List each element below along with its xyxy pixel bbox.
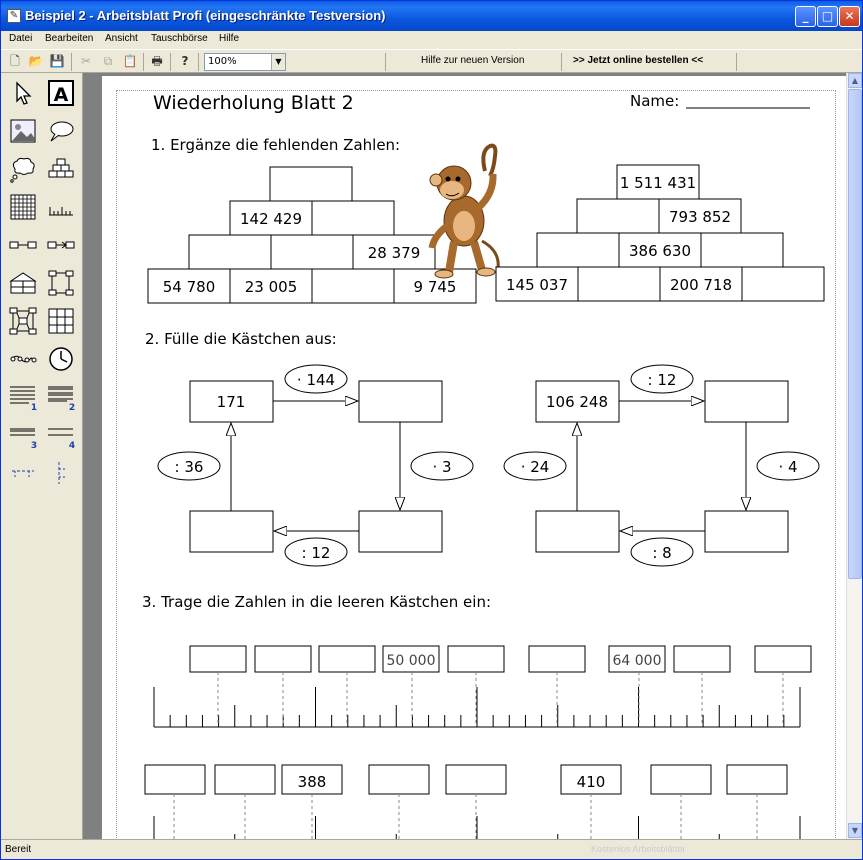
sheet-title: Wiederholung Blatt 2 — [153, 92, 354, 114]
scroll-up-icon[interactable]: ▲ — [848, 73, 862, 88]
text-tool-icon[interactable] — [47, 79, 75, 107]
pyramid-right-value: 793 852 — [668, 208, 732, 226]
task2-heading: 2. Fülle die Kästchen aus: — [145, 330, 337, 348]
pyramid-cell[interactable] — [578, 267, 660, 301]
horizontal-guide-tool-icon[interactable] — [9, 459, 37, 487]
pyramid-right-value: 386 630 — [628, 242, 692, 260]
pyramid-left-value: 28 379 — [367, 244, 421, 262]
cycle-right — [504, 365, 819, 566]
pyramid-left-value: 142 429 — [239, 210, 303, 228]
number-box[interactable] — [190, 646, 246, 672]
lines-3-tool-icon[interactable] — [9, 421, 37, 449]
zoom-value: 100% — [208, 56, 237, 67]
pyramid-cell[interactable] — [270, 167, 352, 201]
toolbar — [1, 49, 862, 73]
number-box[interactable] — [448, 646, 504, 672]
pyramid-cell[interactable] — [189, 235, 271, 269]
number-box[interactable] — [651, 765, 711, 794]
cycle-box[interactable] — [359, 381, 442, 422]
number-box-value: 64 000 — [612, 653, 662, 669]
pyramid-cell[interactable] — [312, 201, 394, 235]
paste-icon[interactable]: 📋 — [122, 54, 138, 68]
number-box-value: 388 — [297, 773, 327, 791]
number-box[interactable] — [727, 765, 787, 794]
pyramid-right-value: 1 511 431 — [619, 174, 697, 192]
number-box[interactable] — [529, 646, 585, 672]
number-box[interactable] — [674, 646, 730, 672]
operator-label: : 8 — [652, 544, 672, 562]
app-icon[interactable]: ✎ — [7, 9, 21, 23]
save-icon[interactable]: 💾 — [49, 54, 65, 68]
close-button[interactable]: ✕ — [839, 6, 860, 27]
number-box-value: 410 — [576, 773, 606, 791]
grid-tool-icon[interactable] — [9, 193, 37, 221]
operator-label: : 12 — [301, 544, 331, 562]
cycle-box[interactable] — [705, 511, 788, 552]
print-icon[interactable]: 🖶 — [151, 54, 163, 68]
pyramid-right-value: 145 037 — [505, 276, 569, 294]
minimize-button[interactable]: _ — [795, 6, 816, 27]
status-text: Bereit — [5, 844, 32, 855]
chain-tool-icon[interactable] — [9, 345, 37, 373]
arrow-connector-tool-icon[interactable] — [47, 231, 75, 259]
title-bar[interactable] — [1, 1, 862, 31]
menu-datei[interactable]: Datei — [9, 33, 33, 44]
order-online-button[interactable]: >> Jetzt online bestellen << — [573, 55, 704, 66]
number-line-1 — [154, 646, 811, 727]
scroll-down-icon[interactable]: ▼ — [848, 823, 862, 838]
house-table-tool-icon[interactable] — [9, 269, 37, 297]
svg-text:1: 1 — [30, 403, 37, 411]
number-box[interactable] — [319, 646, 375, 672]
operator-label: · 24 — [520, 458, 550, 476]
connector-tool-icon[interactable] — [9, 231, 37, 259]
svg-text:4: 4 — [68, 441, 75, 449]
menu-hilfe[interactable]: Hilfe — [219, 33, 240, 44]
lines-4-tool-icon[interactable] — [47, 421, 75, 449]
cycle-box[interactable] — [190, 511, 273, 552]
pyramid-left-value: 9 745 — [413, 278, 457, 296]
cycle-start-value: 106 248 — [545, 393, 609, 411]
zoom-select[interactable] — [204, 53, 286, 71]
copy-icon[interactable]: ⧉ — [103, 54, 113, 68]
task3-heading: 3. Trage die Zahlen in die leeren Kästchen ein: — [142, 593, 492, 611]
cycle-box[interactable] — [705, 381, 788, 422]
pyramid-cell[interactable] — [577, 199, 659, 233]
worksheet-page[interactable] — [102, 76, 846, 839]
vertical-guide-tool-icon[interactable] — [47, 459, 75, 487]
number-line-tool-icon[interactable] — [47, 193, 75, 221]
number-box[interactable] — [215, 765, 275, 794]
name-label: Name: — [630, 92, 680, 110]
pyramid-cell[interactable] — [742, 267, 824, 301]
flow-diagram-tool-icon[interactable] — [47, 269, 75, 297]
svg-text:3: 3 — [30, 441, 37, 449]
menu-bearbeiten[interactable]: Bearbeiten — [45, 33, 94, 44]
svg-text:A: A — [53, 84, 69, 106]
number-box[interactable] — [369, 765, 429, 794]
document-area[interactable] — [83, 73, 846, 839]
cycle-left — [158, 365, 473, 566]
speech-bubble-tool-icon[interactable] — [47, 117, 75, 145]
pyramid-left-value: 23 005 — [244, 278, 298, 296]
lines-2-tool-icon[interactable] — [47, 383, 75, 411]
number-box-value: 50 000 — [386, 653, 436, 669]
operator-label: · 3 — [432, 458, 452, 476]
menu-tauschboerse[interactable]: Tauschbörse — [151, 33, 208, 44]
number-box[interactable] — [446, 765, 506, 794]
new-document-icon[interactable]: 🗋 — [10, 54, 20, 68]
network-diagram-tool-icon[interactable] — [9, 307, 37, 335]
pointer-tool-icon[interactable] — [9, 79, 37, 107]
cycle-start-value: 171 — [216, 393, 246, 411]
chevron-down-icon[interactable]: ▼ — [271, 54, 285, 70]
lines-1-tool-icon[interactable] — [9, 383, 37, 411]
number-line-2 — [145, 765, 800, 839]
status-bar — [1, 839, 862, 859]
pyramid-cell[interactable] — [537, 233, 619, 267]
operator-label: · 144 — [296, 371, 336, 389]
menu-ansicht[interactable]: Ansicht — [105, 33, 138, 44]
pyramid-tool-icon[interactable] — [47, 155, 75, 183]
open-folder-icon[interactable]: 📂 — [28, 54, 44, 68]
pyramid-cell[interactable] — [701, 233, 783, 267]
monkey-illustration — [430, 146, 498, 278]
menu-bar — [1, 31, 862, 49]
operator-label: : 36 — [174, 458, 204, 476]
worksheet-canvas — [102, 76, 846, 839]
svg-text:2: 2 — [68, 403, 75, 411]
thought-bubble-tool-icon[interactable] — [9, 155, 37, 183]
number-box[interactable] — [145, 765, 205, 794]
vertical-scrollbar[interactable] — [846, 73, 862, 839]
help-new-version-button[interactable]: Hilfe zur neuen Version — [421, 55, 525, 66]
maximize-button[interactable]: □ — [817, 6, 838, 27]
image-tool-icon[interactable] — [9, 117, 37, 145]
pyramid-cell[interactable] — [271, 235, 353, 269]
source-watermark: Kostenlos Arbeitsblätter — [591, 844, 686, 854]
cycle-box[interactable] — [359, 511, 442, 552]
number-box[interactable] — [755, 646, 811, 672]
operator-label: · 4 — [778, 458, 798, 476]
tool-palette — [1, 73, 83, 839]
scroll-thumb[interactable] — [848, 89, 862, 579]
task1-heading: 1. Ergänze die fehlenden Zahlen: — [151, 136, 401, 154]
help-icon[interactable]: ? — [181, 54, 189, 68]
cut-icon[interactable]: ✂ — [80, 54, 92, 68]
operator-label: : 12 — [647, 371, 677, 389]
number-box[interactable] — [255, 646, 311, 672]
pyramid-cell[interactable] — [312, 269, 394, 303]
pyramid-right-value: 200 718 — [669, 276, 733, 294]
cycle-box[interactable] — [536, 511, 619, 552]
window-title: Beispiel 2 - Arbeitsblatt Profi (eingeschränkte Testversion) — [25, 8, 386, 23]
pyramid-left-value: 54 780 — [162, 278, 216, 296]
table-tool-icon[interactable] — [47, 307, 75, 335]
clock-tool-icon[interactable] — [47, 345, 75, 373]
